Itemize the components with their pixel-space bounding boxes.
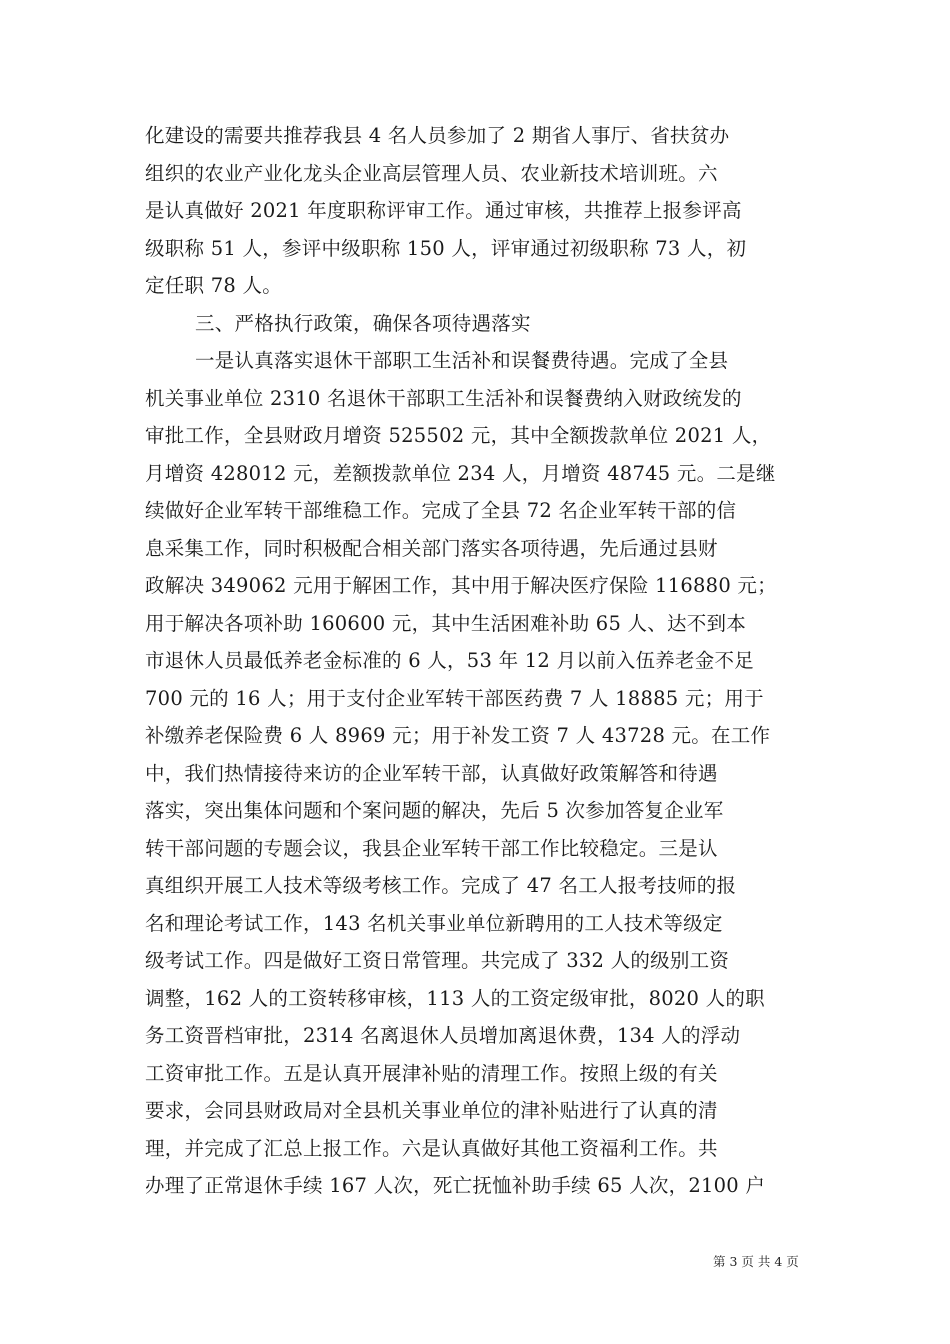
text-line: 调整，162 人的工资转移审核，113 人的工资定级审批，8020 人的职 <box>145 986 765 1010</box>
text-line: 务工资晋档审批，2314 名离退休人员增加离退休费，134 人的浮动 <box>145 1024 741 1047</box>
text-line: 用于解决各项补助 160600 元，其中生活困难补助 65 人、达不到本 <box>145 611 747 635</box>
text-line: 是认真做好 2021 年度职称评审工作。通过审核，共推荐上报参评高 <box>145 199 742 222</box>
page-number: 第 3 页 共 4 页 <box>713 1254 799 1269</box>
text-line: 转干部问题的专题会议，我县企业军转干部工作比较稳定。三是认 <box>145 836 718 860</box>
section-heading: 三、严格执行政策，确保各项待遇落实 <box>195 311 531 335</box>
text-line: 续做好企业军转干部维稳工作。完成了全县 72 名企业军转干部的信 <box>145 499 737 522</box>
text-line: 补缴养老保险费 6 人 8969 元；用于补发工资 7 人 43728 元。在工作 <box>145 724 771 747</box>
text-line: 真组织开展工人技术等级考核工作。完成了 47 名工人报考技师的报 <box>145 874 737 897</box>
text-line: 要求，会同县财政局对全县机关事业单位的津补贴进行了认真的清 <box>145 1099 718 1122</box>
text-line: 审批工作，全县财政月增资 525502 元，其中全额拨款单位 2021 人， <box>145 424 772 447</box>
text-line: 市退休人员最低养老金标准的 6 人，53 年 12 月以前入伍养老金不足 <box>145 649 755 672</box>
text-line: 机关事业单位 2310 名退休干部职工生活补和误餐费纳入财政统发的 <box>145 386 742 410</box>
text-line: 化建设的需要共推荐我县 4 名人员参加了 2 期省人事厅、省扶贫办 <box>145 124 730 147</box>
text-line: 工资审批工作。五是认真开展津补贴的清理工作。按照上级的有关 <box>145 1061 718 1085</box>
text-line: 组织的农业产业化龙头企业高层管理人员、农业新技术培训班。六 <box>145 161 718 185</box>
text-line: 级职称 51 人，参评中级职称 150 人，评审通过初级职称 73 人，初 <box>145 236 747 260</box>
text-line: 定任职 78 人。 <box>145 274 282 297</box>
text-line: 名和理论考试工作，143 名机关事业单位新聘用的工人技术等级定 <box>145 911 723 935</box>
text-line: 理，并完成了汇总上报工作。六是认真做好其他工资福利工作。共 <box>145 1136 718 1160</box>
text-line: 700 元的 16 人；用于支付企业军转干部医药费 7 人 18885 元；用于 <box>145 686 764 710</box>
text-line: 级考试工作。四是做好工资日常管理。共完成了 332 人的级别工资 <box>145 949 730 972</box>
text-line: 政解决 349062 元用于解困工作，其中用于解决医疗保险 116880 元； <box>145 574 777 597</box>
paragraph-first-line: 一是认真落实退休干部职工生活补和误餐费待遇。完成了全县 <box>195 349 729 372</box>
text-line: 月增资 428012 元，差额拨款单位 234 人，月增资 48745 元。二是继 <box>145 461 776 485</box>
text-line: 息采集工作，同时积极配合相关部门落实各项待遇，先后通过县财 <box>145 536 718 560</box>
text-line: 办理了正常退休手续 167 人次，死亡抚恤补助手续 65 人次，2100 户 <box>145 1174 766 1197</box>
text-line: 落实，突出集体问题和个案问题的解决，先后 5 次参加答复企业军 <box>145 799 724 822</box>
text-line: 中，我们热情接待来访的企业军转干部，认真做好政策解答和待遇 <box>145 761 718 785</box>
body-text <box>145 117 810 1205</box>
